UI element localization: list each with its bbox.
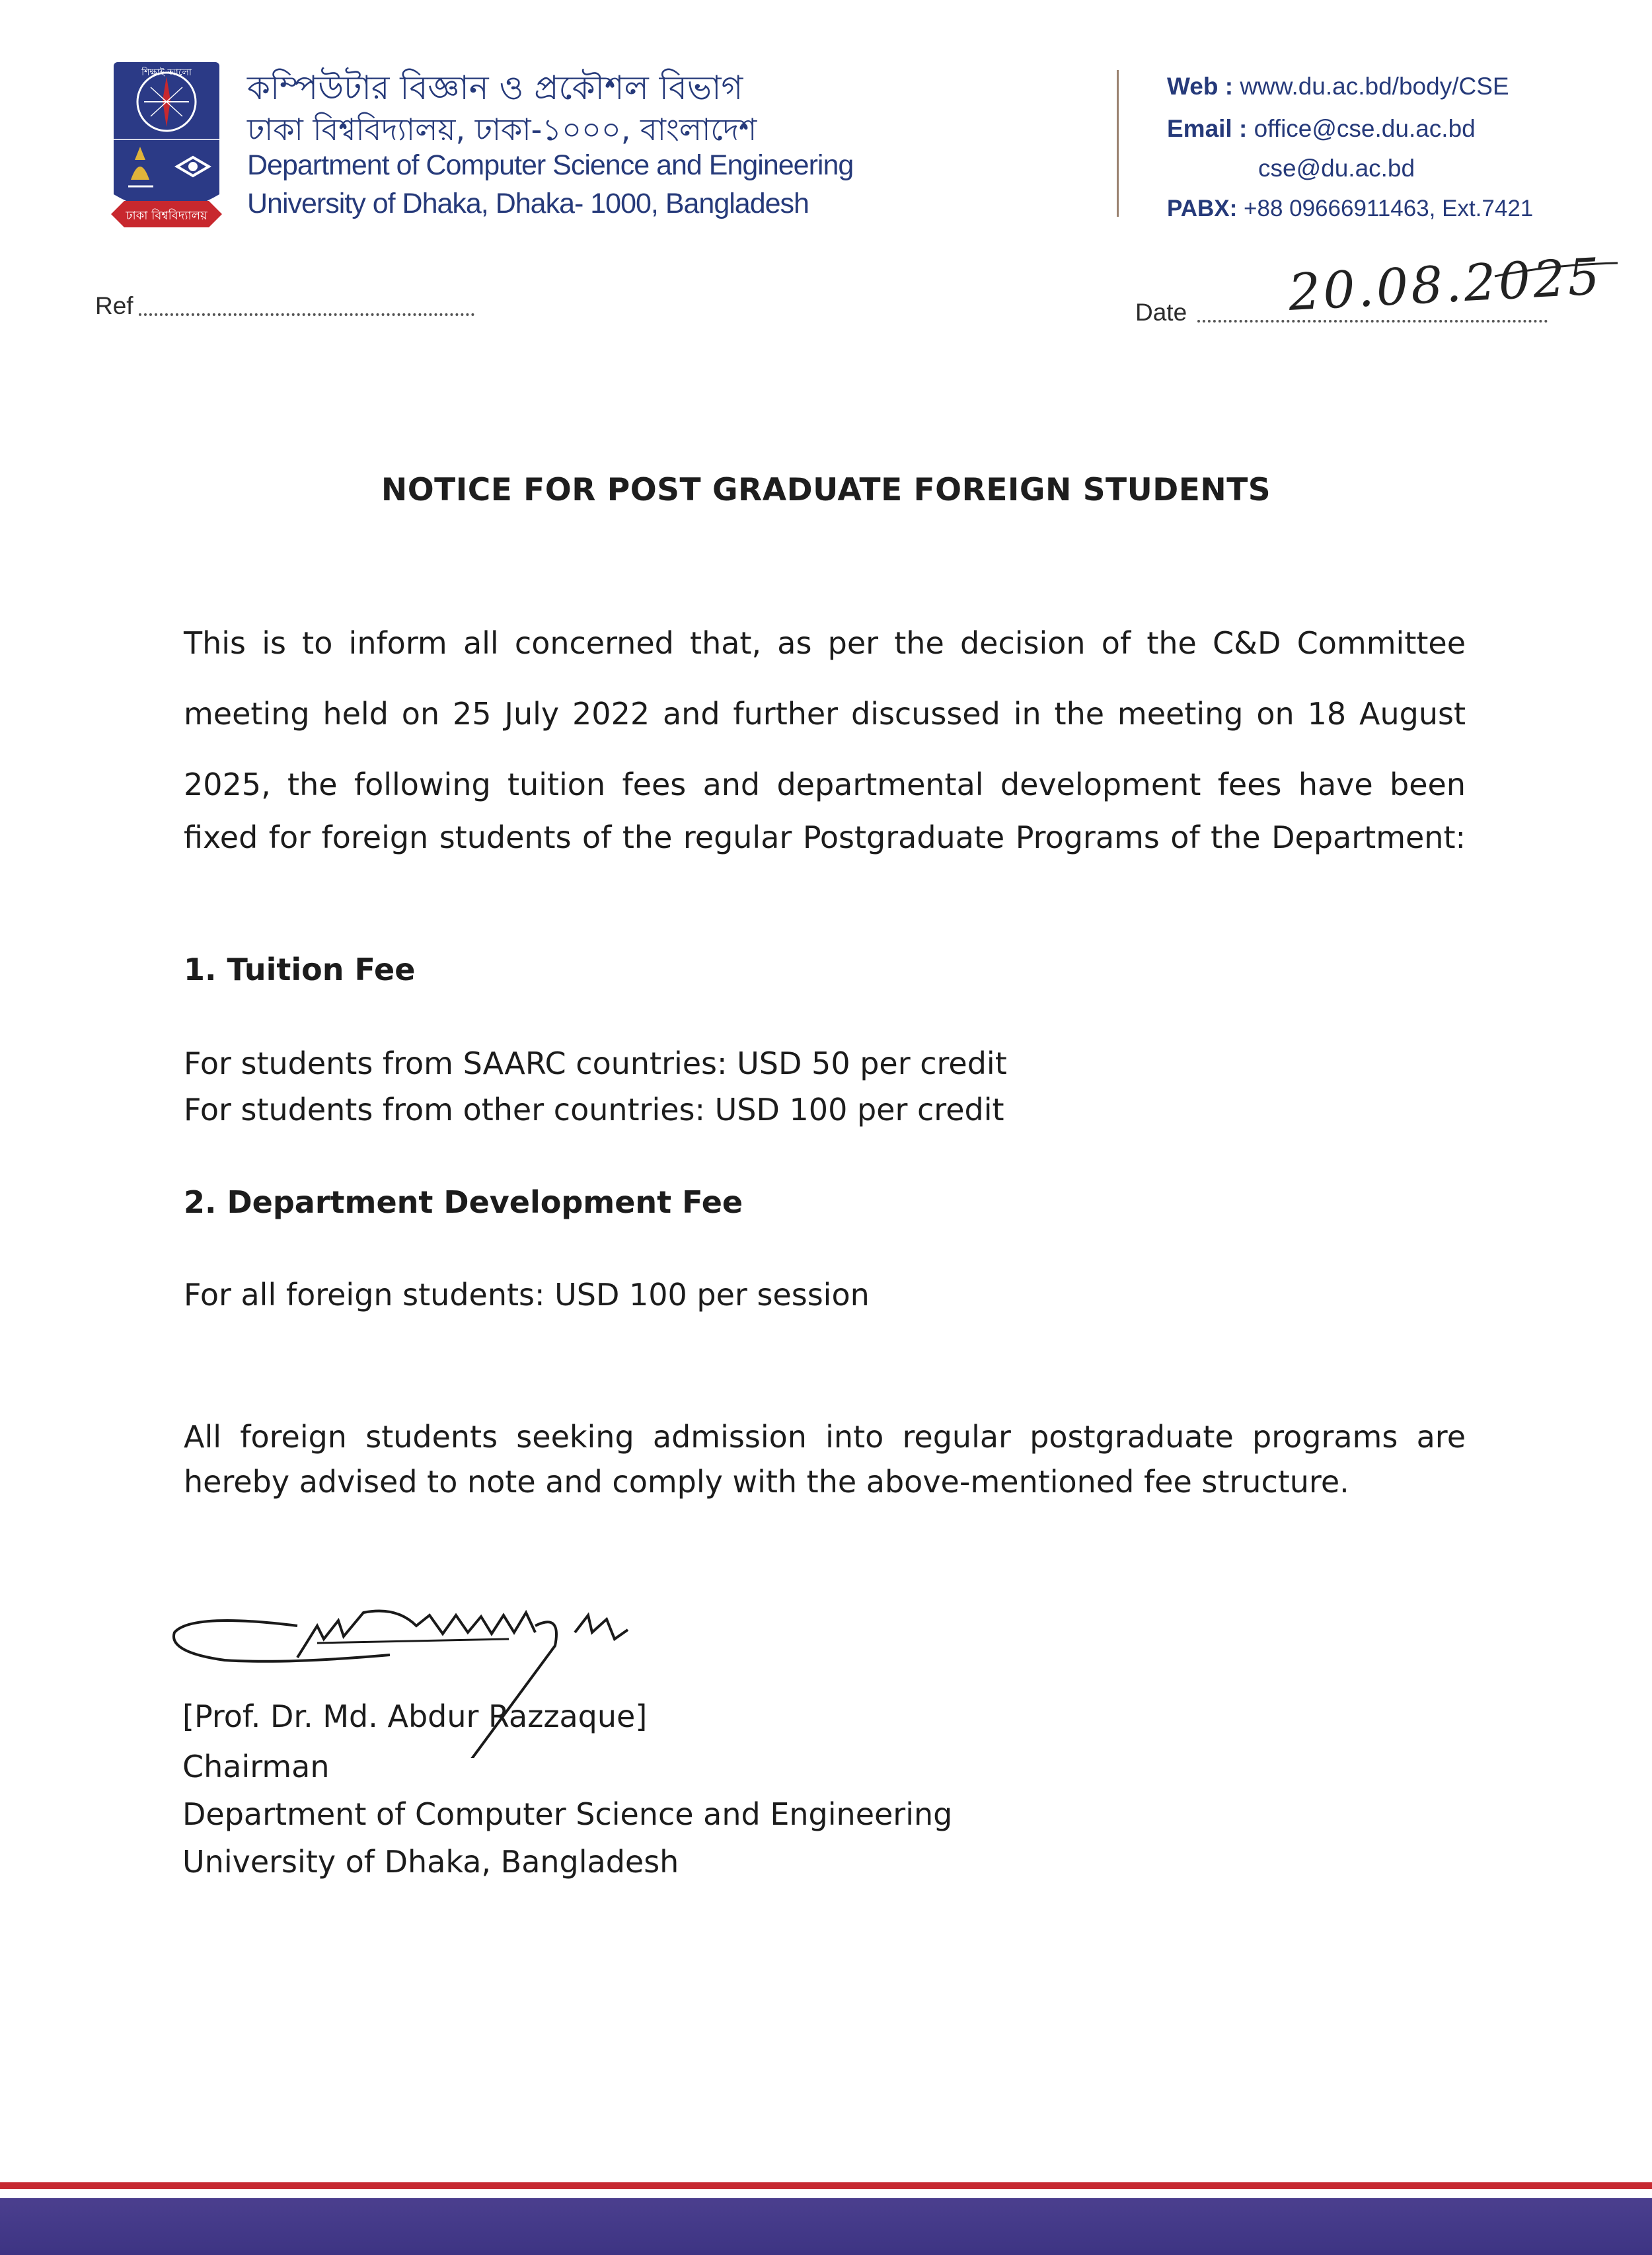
footer-blue-band — [0, 2198, 1652, 2255]
notice-title: NOTICE FOR POST GRADUATE FOREIGN STUDENTS — [381, 472, 1271, 508]
email-link[interactable]: office@cse.du.ac.bd — [1254, 115, 1476, 142]
pabx-label: PABX: — [1167, 196, 1238, 221]
ref-dotted-line — [139, 313, 474, 316]
logo-motto-text: শিক্ষাই আলো — [141, 67, 192, 78]
date-dotted-line — [1197, 320, 1548, 323]
email-contact — [1167, 115, 1476, 143]
signatory-title: Chairman — [182, 1749, 330, 1784]
english-department-name: Department of Computer Science and Engineering — [247, 149, 854, 181]
development-fee-all: For all foreign students: USD 100 per session — [184, 1277, 870, 1313]
date-underline-stroke — [1493, 259, 1619, 279]
pabx-contact — [1167, 196, 1533, 222]
english-university-name: University of Dhaka, Dhaka- 1000, Bangladesh — [247, 188, 809, 219]
closing-paragraph — [184, 1414, 1466, 1504]
paragraph-line: This is to inform all concerned that, as per the decision of the C&D Committee — [184, 625, 1466, 661]
web-contact — [1167, 73, 1509, 100]
signatory-university: University of Dhaka, Bangladesh — [182, 1844, 679, 1880]
paragraph-line: 2025, the following tuition fees and departmental development fees have been — [184, 767, 1466, 802]
signatory-department: Department of Computer Science and Engineering — [182, 1796, 953, 1832]
paragraph-line: fixed for foreign students of the regular Postgraduate Programs of the Department: — [184, 820, 1466, 855]
university-logo — [111, 61, 222, 242]
development-fee-heading: 2. Department Development Fee — [184, 1184, 743, 1220]
tuition-fee-heading: 1. Tuition Fee — [184, 952, 416, 987]
header-divider — [1117, 70, 1119, 217]
handwritten-date: 20.08.2025 — [1287, 247, 1604, 322]
tuition-fee-saarc: For students from SAARC countries: USD 50 per credit — [184, 1046, 1007, 1081]
signatory-name: [Prof. Dr. Md. Abdur Razzaque] — [182, 1699, 648, 1734]
web-label: Web : — [1167, 73, 1234, 100]
web-link[interactable]: www.du.ac.bd/body/CSE — [1240, 73, 1509, 100]
email-link-2[interactable]: cse@du.ac.bd — [1258, 155, 1415, 182]
paragraph-line: meeting held on 25 July 2022 and further discussed in the meeting on 18 August — [184, 696, 1466, 732]
pabx-number: +88 09666911463, Ext.7421 — [1244, 196, 1534, 221]
closing-line: hereby advised to note and comply with the above-mentioned fee structure. — [184, 1464, 1349, 1500]
ref-label: Ref — [95, 292, 133, 319]
footer-red-stripe — [0, 2182, 1652, 2189]
email-label: Email : — [1167, 115, 1248, 142]
tuition-fee-other: For students from other countries: USD 100 per credit — [184, 1092, 1004, 1128]
logo-ribbon-text: ঢাকা বিশ্ববিদ্যালয় — [126, 209, 207, 223]
bangla-university-name: ঢাকা বিশ্ববিদ্যালয়, ঢাকা-১০০০, বাংলাদেশ — [247, 112, 757, 147]
bangla-department-name: কম্পিউটার বিজ্ঞান ও প্রকৌশল বিভাগ — [247, 69, 743, 107]
closing-line: All foreign students seeking admission into regular postgraduate programs are — [184, 1419, 1466, 1455]
notice-paragraph — [184, 608, 1466, 820]
date-label: Date — [1135, 299, 1187, 326]
